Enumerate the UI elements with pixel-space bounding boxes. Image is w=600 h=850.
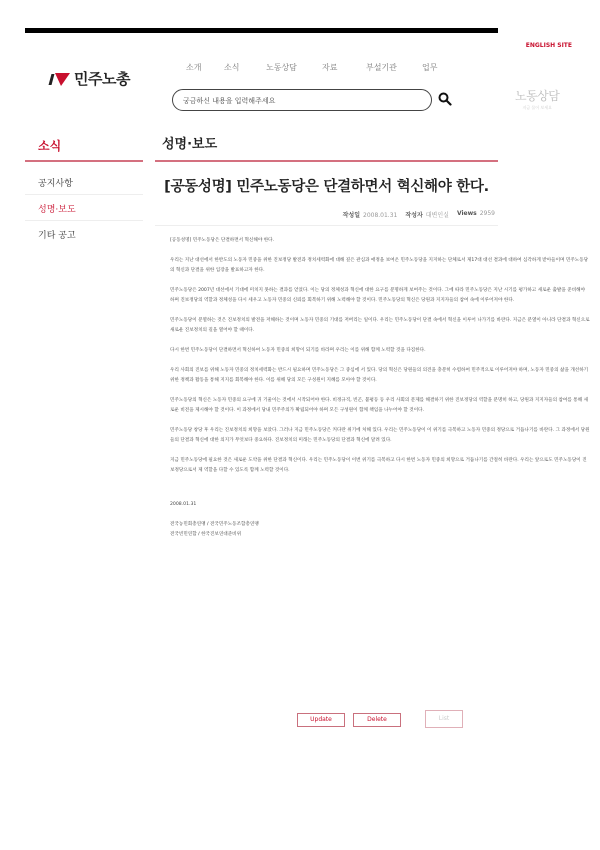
delete-button[interactable]: Delete bbox=[353, 713, 401, 727]
main-divider bbox=[155, 160, 498, 162]
paragraph: 민주노동당은 2007년 대선에서 기대에 미치지 못하는 결과를 얻었다. 이는 당의 정체성과 혁신에 대한 요구를 분명하게 보여주는 것이다. 그에 따라 민주노동당은 지난 시기를 평가하고 새로운 출발을 준비해야 하며 진보정당의 역할과 정체성을 다시 세우고 노동자 민중의 신뢰를 회복하기 위해 노력해야 할 것이다. 민주노동당의 혁신은 당원과 지지자들의 참여 속에 이루어져야 한다. bbox=[170, 288, 586, 303]
nav-item-affiliates[interactable]: 부설기관 bbox=[366, 63, 397, 72]
post-views: 2959 bbox=[479, 210, 495, 217]
sidebar-item-other-notices[interactable]: 기타 공고 bbox=[38, 231, 76, 241]
views-label: Views bbox=[456, 210, 477, 217]
nav-item-resources[interactable]: 자료 bbox=[322, 63, 338, 72]
paragraph: 지금 민주노동당에 필요한 것은 새로운 도약을 위한 단결과 혁신이다. 우리는 민주노동당이 이번 위기를 극복하고 다시 한번 노동자 민중의 희망으로 거듭나기를 간절히 바란다. 우리는 앞으로도 민주노동당이 진보정당으로서 제 역할을 다할 수 있도록 함께 노력할 것이다. bbox=[170, 458, 587, 473]
sidebar-separator bbox=[25, 220, 143, 221]
page-title: 성명·보도 bbox=[162, 137, 218, 152]
consult-title: 노동상담 bbox=[515, 89, 560, 103]
post-body bbox=[170, 236, 590, 540]
update-button[interactable]: Update bbox=[297, 713, 345, 727]
meta-divider bbox=[155, 225, 498, 226]
post-title: [공동성명] 민주노동당은 단결하면서 혁신해야 한다. bbox=[164, 179, 489, 195]
nav-item-intro[interactable]: 소개 bbox=[186, 63, 202, 72]
sidebar-item-notice[interactable]: 공지사항 bbox=[38, 179, 73, 189]
consult-subtitle: 지금 물어 보세요 bbox=[522, 105, 552, 110]
top-bar bbox=[25, 28, 498, 33]
paragraph: 우리는 지난 대선에서 한반도의 노동자 민중을 위한 진보정당 발전과 정치세력화에 대해 깊은 관심과 애정을 보여온 민주노동당을 지지하는 단체로서 제17대 대선 결과에 대하여 심각하게 받아들이며 민주노동당의 혁신과 단결을 위한 입장을 발표하고자 한다. bbox=[170, 258, 589, 273]
date-label: 작성일 bbox=[342, 212, 360, 219]
author-label: 작성자 bbox=[405, 212, 423, 219]
paragraph: 다시 한번 민주노동당이 단결하면서 혁신하여 노동자 민중의 희망이 되기를 바라며 우리는 이를 위해 함께 노력할 것을 다짐한다. bbox=[170, 348, 426, 353]
paragraph: 민주노동당이 분열하는 것은 진보정치의 발전을 저해하는 것이며 노동자 민중의 기대를 저버리는 일이다. 우리는 민주노동당이 단결 속에서 혁신을 이루어 나가기를 바란다. 지금은 분열이 아니라 단결과 혁신으로 새로운 진보정치의 길을 열어야 할 때이다. bbox=[170, 318, 590, 333]
sign-date: 2008.01.31 bbox=[170, 502, 197, 507]
logo-mark-icon bbox=[50, 72, 70, 86]
logo-text: 민주노총 bbox=[74, 70, 130, 88]
sidebar-divider bbox=[25, 160, 143, 162]
list-button[interactable]: List bbox=[425, 710, 463, 728]
sidebar-separator bbox=[25, 194, 143, 195]
logo[interactable] bbox=[50, 68, 130, 89]
nav-item-work[interactable]: 업무 bbox=[422, 63, 438, 72]
labor-consult-link[interactable] bbox=[515, 87, 559, 111]
signer-line: 전국빈민연합 / 한국진보연대준비위 bbox=[170, 532, 242, 537]
post-meta bbox=[343, 210, 495, 219]
post-date: 2008.01.31 bbox=[363, 212, 398, 219]
sidebar-title: 소식 bbox=[38, 139, 62, 153]
paragraph: 민주노동당의 혁신은 노동자 민중의 요구에 귀 기울이는 것에서 시작되어야 한다. 비정규직, 빈곤, 불평등 등 우리 사회의 문제를 해결하기 위한 진보정당의 역할을 분명히 하고, 당원과 지지자들의 참여를 통해 새로운 비전을 제시해야 할 것이다. 이 과정에서 당내 민주주의가 확립되어야 하며 모든 구성원이 함께 책임을 나누어야 할 것이다. bbox=[170, 398, 589, 413]
nav-item-labor-consult[interactable]: 노동상담 bbox=[266, 63, 297, 72]
paragraph: [공동성명] 민주노동당은 단결하면서 혁신해야 한다. bbox=[170, 238, 275, 243]
search-icon[interactable] bbox=[438, 92, 452, 106]
sidebar-item-statements[interactable]: 성명·보도 bbox=[38, 205, 76, 215]
paragraph: 민주노동당 창당 후 우리는 진보정치의 희망을 보았다. 그러나 지금 민주노동당은 커다란 위기에 처해 있다. 우리는 민주노동당이 이 위기를 극복하고 노동자 민중의 정당으로 거듭나기를 바란다. 그 과정에서 당원들의 단결과 혁신에 대한 의지가 무엇보다 중요하다. 진보정치의 미래는 민주노동당의 단결과 혁신에 달려 있다. bbox=[170, 428, 590, 443]
main-nav bbox=[186, 62, 452, 73]
english-site-link[interactable]: ENGLISH SITE bbox=[525, 42, 572, 49]
post-author: 대변인실 bbox=[425, 212, 449, 219]
nav-item-news[interactable]: 소식 bbox=[224, 63, 240, 72]
post-actions bbox=[297, 713, 463, 728]
search-input[interactable]: 궁금하신 내용을 입력해주세요 bbox=[172, 89, 432, 111]
signer-line: 전국농민회총연맹 / 전국민주노동조합총연맹 bbox=[170, 522, 259, 527]
paragraph: 우리 사회의 진보를 위해 노동자 민중의 정치세력화는 반드시 필요하며 민주노동당은 그 중심에 서 있다. 당의 혁신은 당원들의 의견을 충분히 수렴하여 민주적으로 이루어져야 하며, 노동자 민중의 삶을 개선하기 위한 정책과 활동을 통해 지지를 회복해야 한다. 이를 위해 당의 모든 구성원이 지혜를 모아야 할 것이다. bbox=[170, 368, 589, 383]
